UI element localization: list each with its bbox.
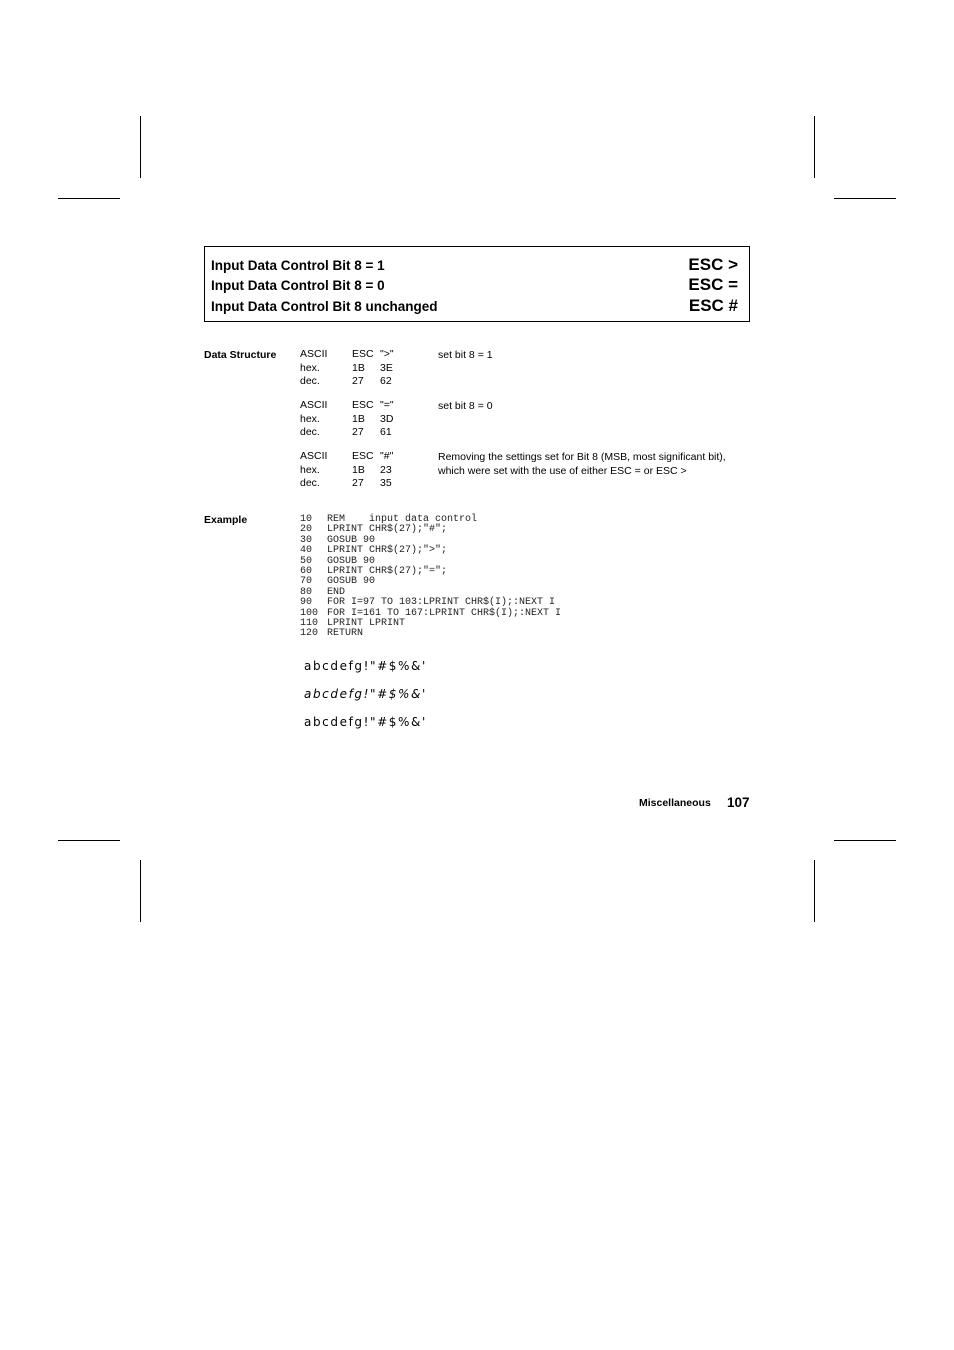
example-label: Example (204, 514, 248, 526)
crop-mark (140, 116, 141, 178)
command-code: ESC # (688, 296, 738, 315)
crop-mark (58, 198, 120, 199)
crop-mark (834, 198, 896, 199)
command-title: Input Data Control Bit 8 = 0 (211, 278, 385, 293)
command-code: ESC > (688, 255, 738, 274)
output-sample: abcdefg!"#$%&' (304, 715, 427, 729)
group-description: Removing the settings set for Bit 8 (MSB, most significant bit), which were set with the use of either ESC = or ESC > (438, 451, 726, 477)
crop-mark (814, 860, 815, 922)
command-title: Input Data Control Bit 8 unchanged (211, 299, 438, 314)
crop-mark (58, 840, 120, 841)
command-header-box (204, 246, 750, 322)
output-sample: abcdefg!"#$%&' (304, 659, 427, 673)
crop-mark (814, 116, 815, 178)
page-number: 107 (727, 795, 750, 810)
command-title: Input Data Control Bit 8 = 1 (211, 258, 385, 273)
group-description: set bit 8 = 1 (438, 349, 493, 361)
output-sample: abcdefg!"#$%&' (304, 687, 427, 701)
crop-mark (834, 840, 896, 841)
group-description: set bit 8 = 0 (438, 400, 493, 412)
data-structure-label: Data Structure (204, 349, 277, 361)
command-code: ESC = (688, 275, 738, 294)
footer-section-name: Miscellaneous (639, 797, 711, 809)
crop-mark (140, 860, 141, 922)
